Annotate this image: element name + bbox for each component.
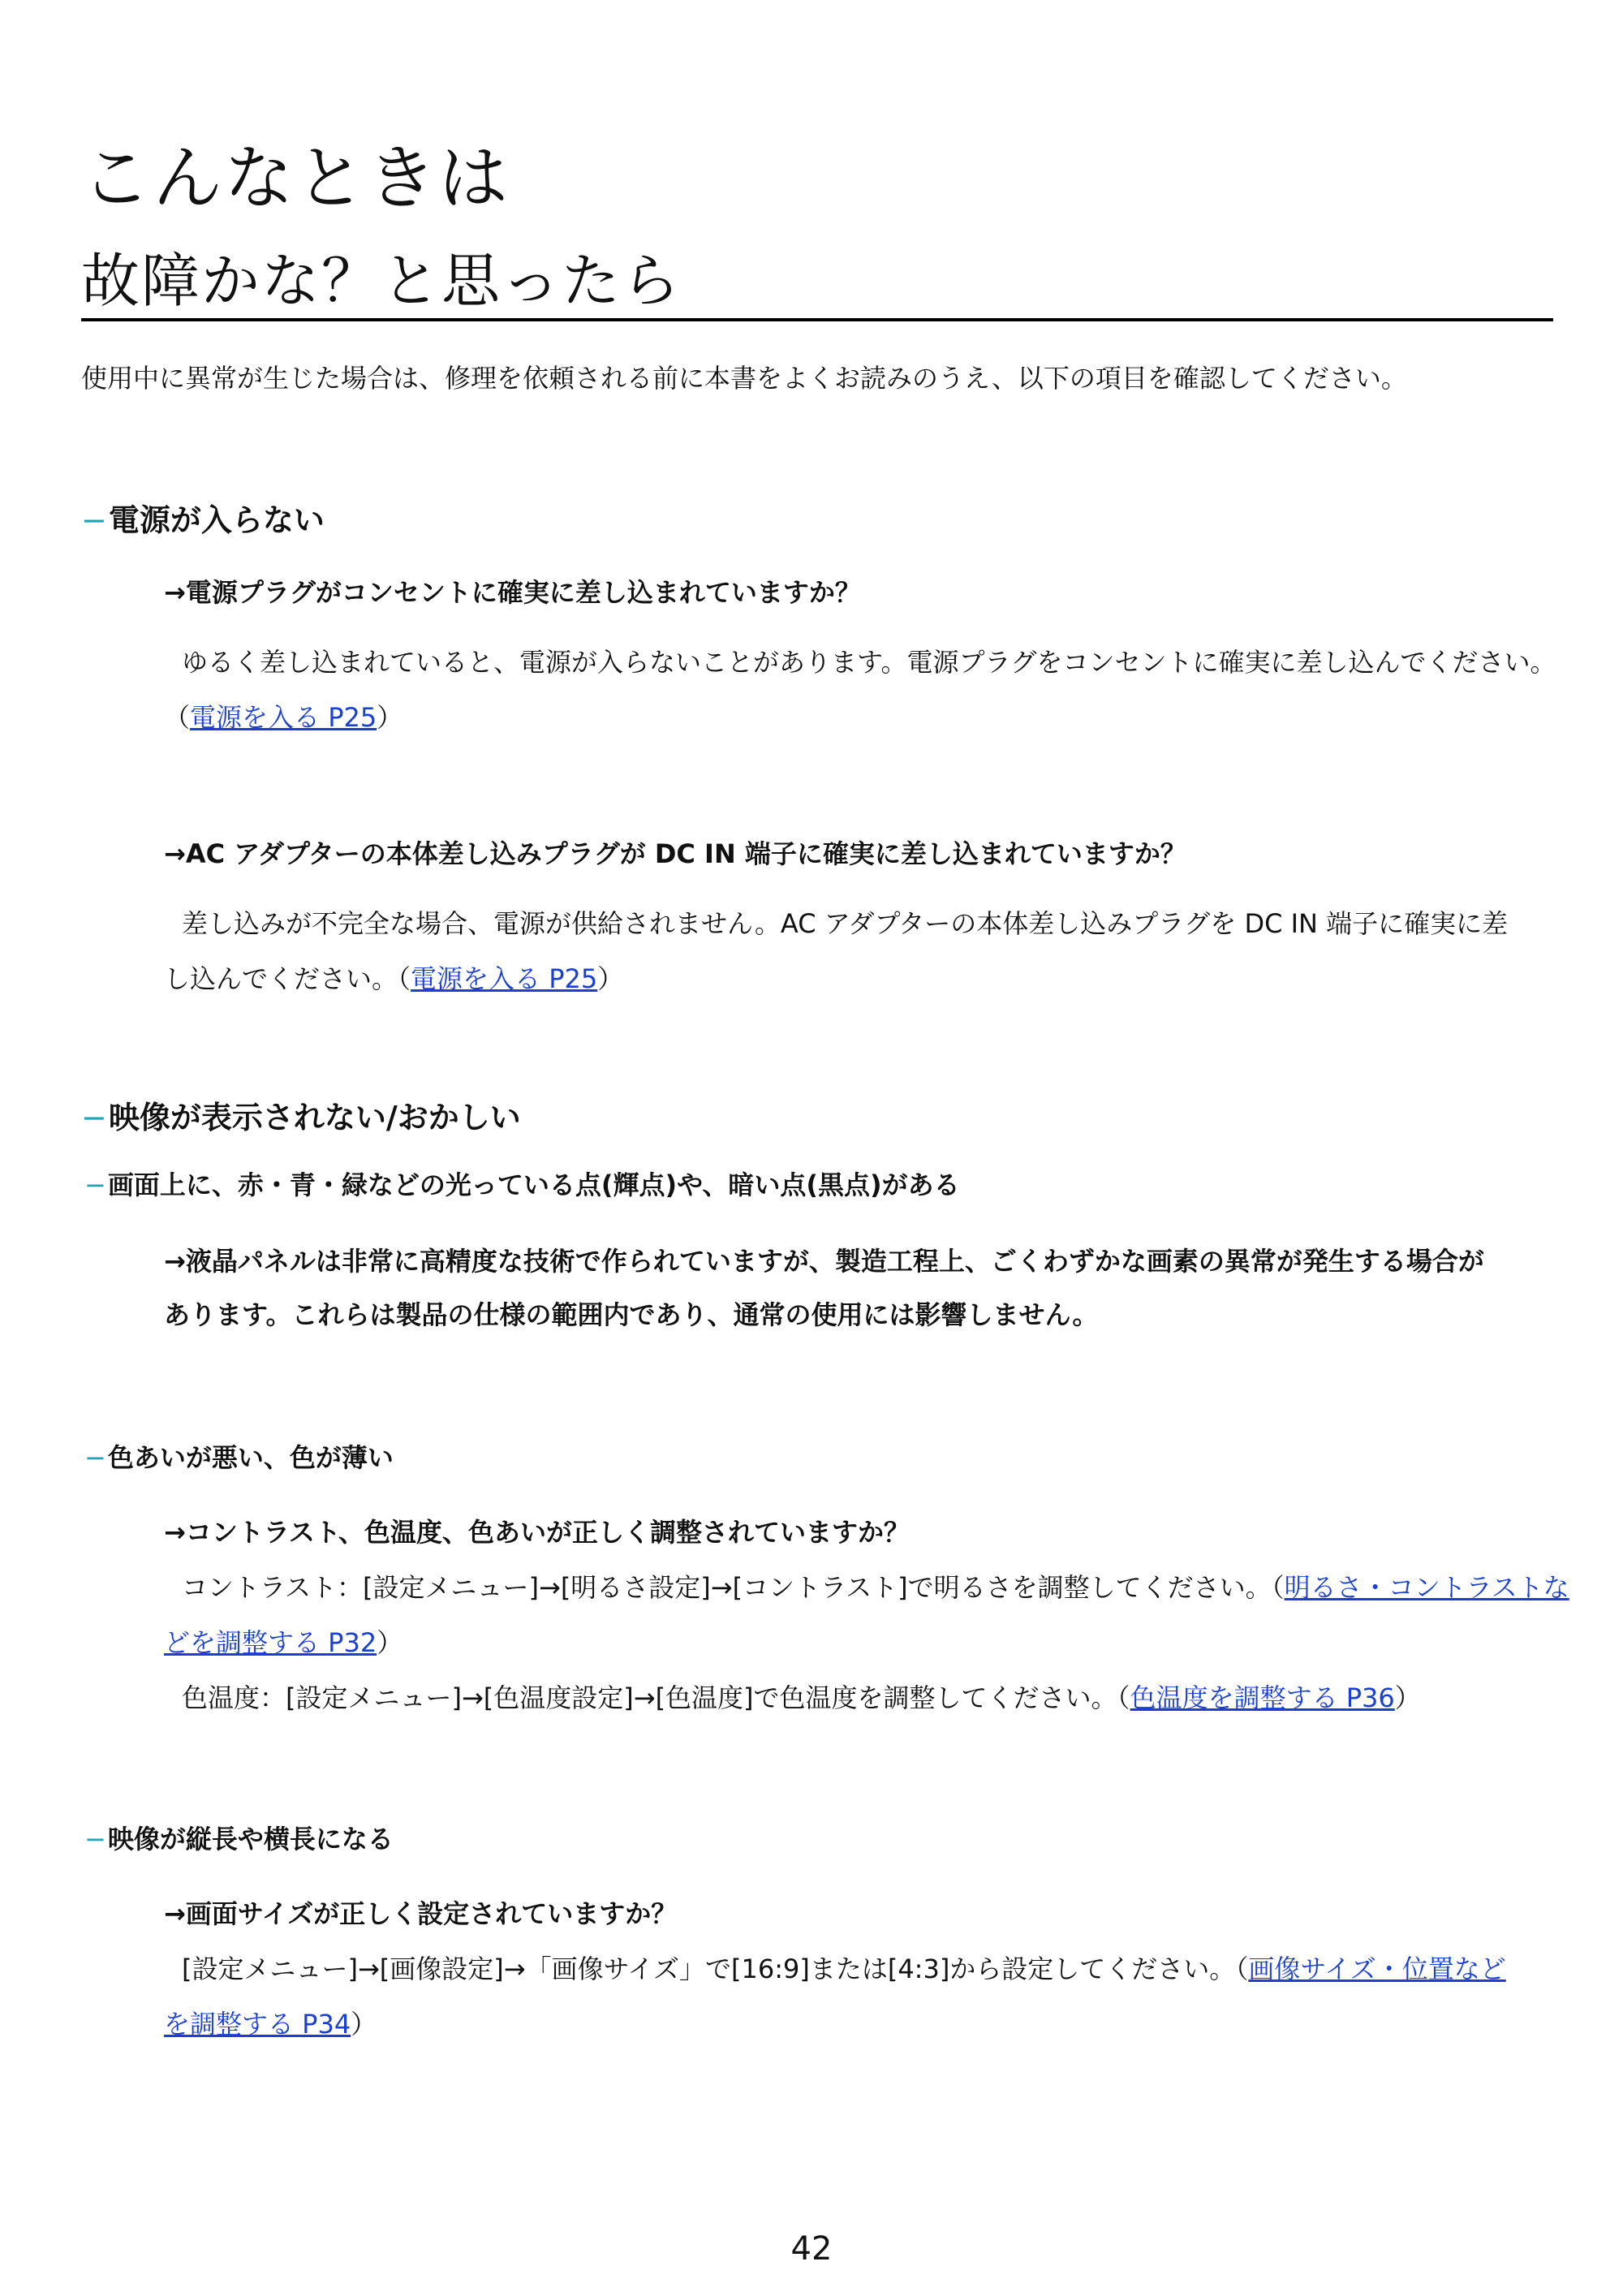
answer-power-plug-ref: （電源を入る P25） xyxy=(164,702,403,733)
dash-icon: − xyxy=(84,1442,106,1473)
contrast-instruction: コントラスト：[設定メニュー]→[明るさ設定]→[コントラスト]で明るさを調整してください。（明るさ・コントラストな xyxy=(182,1572,1569,1603)
intro-text: 使用中に異常が生じた場合は、修理を依頼される前に本書をよくお読みのうえ、以下の項目を確認してください。 xyxy=(81,363,1407,394)
link-image-size-p34[interactable]: 画像サイズ・位置など xyxy=(1248,1954,1506,1984)
dash-icon: − xyxy=(81,502,107,538)
page-number: 42 xyxy=(790,2230,833,2268)
dash-icon: − xyxy=(84,1824,106,1854)
question-ac-adapter: →AC アダプターの本体差し込みプラグが DC IN 端子に確実に差し込まれていますか？ xyxy=(164,838,1186,869)
section-heading: 故障かな？と思ったら xyxy=(81,247,682,315)
dash-icon: − xyxy=(84,1170,106,1200)
answer-power-plug: ゆるく差し込まれていると、電源が入らないことがあります。電源プラグをコンセントに確実に差し込んでください。 xyxy=(182,647,1556,678)
answer-ac-adapter-line1: 差し込みが不完全な場合、電源が供給されません。AC アダプターの本体差し込みプラグを DC IN 端子に確実に差 xyxy=(182,908,1509,939)
question-screen-size: →画面サイズが正しく設定されていますか？ xyxy=(164,1898,678,1929)
page-heading: こんなときは xyxy=(81,138,510,219)
screen-size-instruction: [設定メニュー]→[画像設定]→「画像サイズ」で[16:9]または[4:3]から設定してください。（画像サイズ・位置など xyxy=(182,1954,1506,1984)
link-brightness-contrast-p32[interactable]: 明るさ・コントラストな xyxy=(1284,1572,1569,1603)
subsection-title-aspect: −映像が縦長や横長になる xyxy=(84,1824,394,1854)
link-power-on-p25[interactable]: 電源を入る P25 xyxy=(190,702,377,733)
section-title-power: −電源が入らない xyxy=(81,502,325,538)
pixel-defects-text-line1: →液晶パネルは非常に高精度な技術で作られていますが、製造工程上、ごくわずかな画素の異常が発生する場合が xyxy=(164,1246,1484,1277)
section-title-display: −映像が表示されない/おかしい xyxy=(81,1100,521,1135)
answer-ac-adapter-line2: し込んでください。（電源を入る P25） xyxy=(164,963,624,994)
question-power-plug: →電源プラグがコンセントに確実に差し込まれていますか？ xyxy=(164,577,861,608)
link-power-on-p25-2[interactable]: 電源を入る P25 xyxy=(411,963,598,994)
heading-underline xyxy=(81,318,1553,321)
link-color-temp-p36[interactable]: 色温度を調整する P36 xyxy=(1130,1682,1395,1713)
subsection-title-pixel-defects: −画面上に、赤・青・緑などの光っている点(輝点)や、暗い点(黒点)がある xyxy=(84,1170,960,1200)
dash-icon: − xyxy=(81,1100,107,1135)
link-brightness-contrast-p32-cont[interactable]: どを調整する P32 xyxy=(164,1627,377,1658)
link-image-size-p34-cont[interactable]: を調整する P34 xyxy=(164,2009,351,2040)
color-temp-instruction: 色温度：[設定メニュー]→[色温度設定]→[色温度]で色温度を調整してください。（色温度を調整する P36） xyxy=(182,1682,1421,1713)
question-color-adjust: →コントラスト、色温度、色あいが正しく調整されていますか？ xyxy=(164,1517,910,1548)
screen-size-instruction-line2: を調整する P34） xyxy=(164,2009,377,2040)
subsection-title-color: −色あいが悪い、色が薄い xyxy=(84,1442,394,1473)
pixel-defects-text-line2: あります。これらは製品の仕様の範囲内であり、通常の使用には影響しません。 xyxy=(164,1299,1099,1330)
contrast-instruction-line2: どを調整する P32） xyxy=(164,1627,403,1658)
